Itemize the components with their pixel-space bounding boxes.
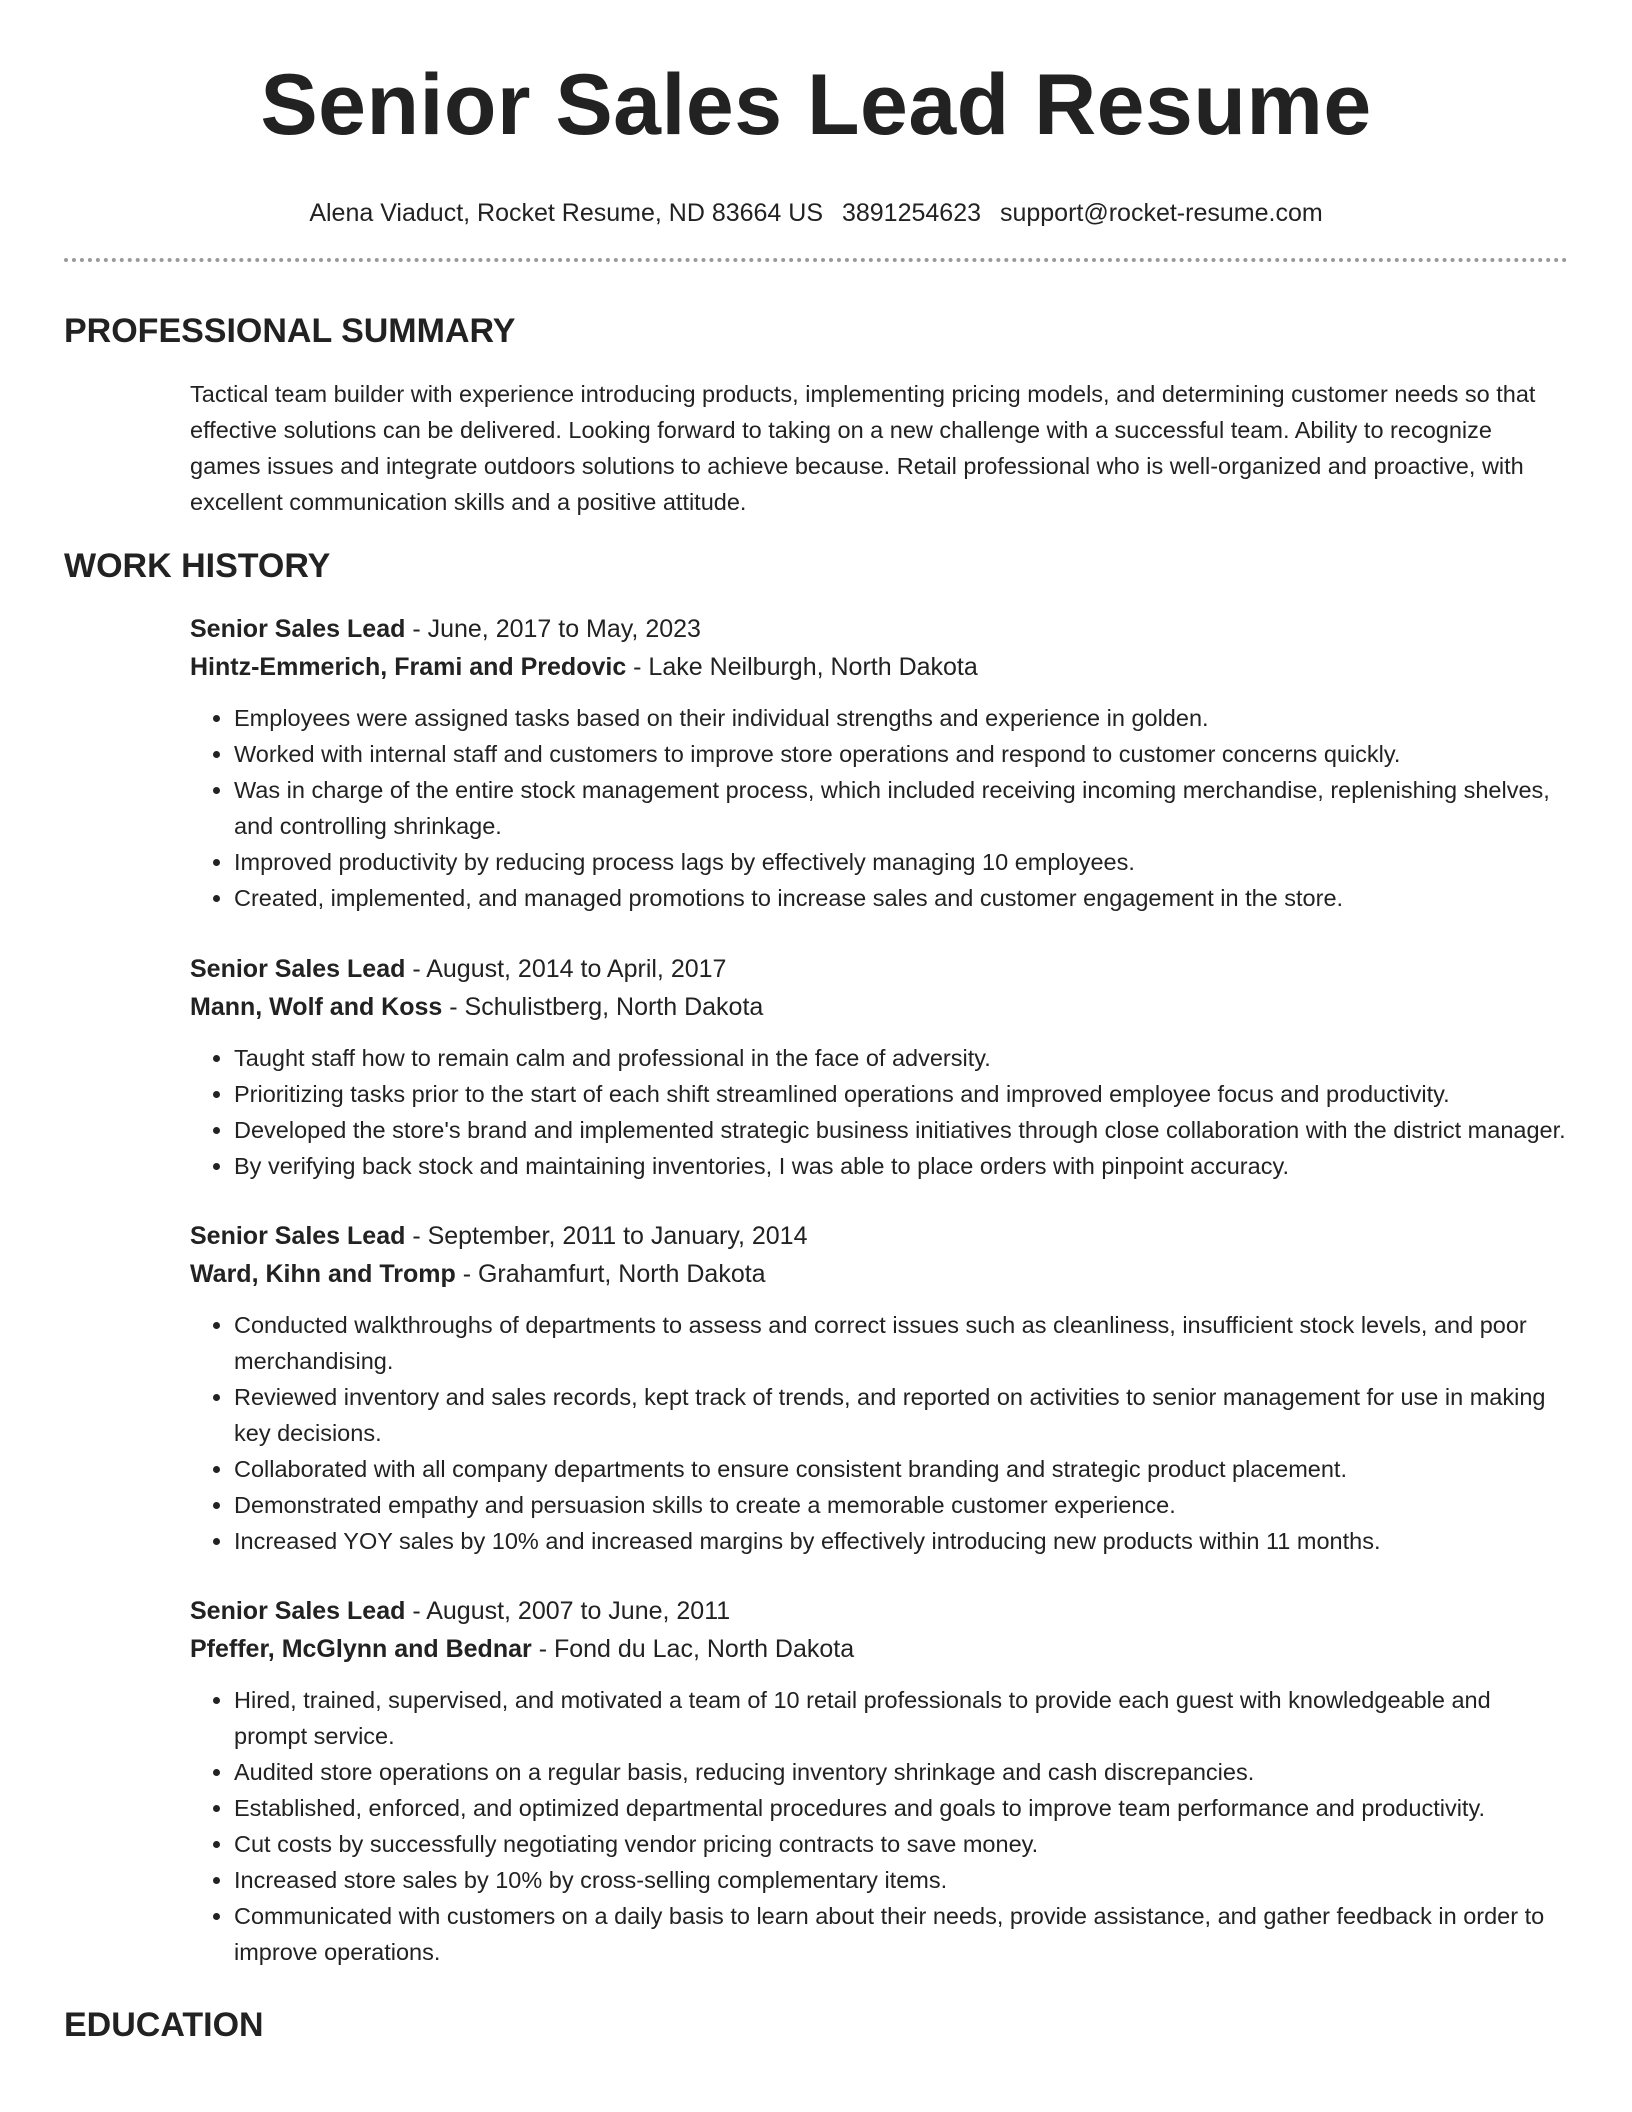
job-title: Senior Sales Lead	[190, 955, 406, 983]
job-bullet: • Developed the store's brand and implemented strategic business initiatives through close collaboration with the district manager.	[234, 1112, 1568, 1148]
job-bullet: • Created, implemented, and managed promotions to increase sales and customer engagement in the store.	[234, 880, 1568, 916]
job-dates: - September, 2011 to January, 2014	[405, 1222, 808, 1250]
job-bullets	[190, 700, 1568, 916]
job-bullet: • Established, enforced, and optimized departmental procedures and goals to improve team performance and productivity.	[234, 1790, 1568, 1826]
job-company-line	[190, 988, 1568, 1026]
job-bullet: • Worked with internal staff and customers to improve store operations and respond to customer concerns quickly.	[234, 736, 1568, 772]
job-bullet: • Increased store sales by 10% by cross-selling complementary items.	[234, 1862, 1568, 1898]
summary-heading: PROFESSIONAL SUMMARY	[64, 312, 516, 350]
job-bullet: • Demonstrated empathy and persuasion skills to create a memorable customer experience.	[234, 1487, 1568, 1523]
job-entry	[190, 1217, 1568, 1559]
summary-text: Tactical team builder with experience introducing products, implementing pricing models, and determining customer needs so that effective solutions can be delivered. Looking forward to taking on a new challenge with a successful team. Ability to recognize games issues and integrate outdoors solutions to achieve because. Retail professional who is well-organized and proactive, with excellent communication skills and a positive attitude.	[190, 381, 1536, 515]
contact-phone: 3891254623	[841, 199, 982, 227]
job-title-line	[190, 1217, 1568, 1255]
job-bullet: • Increased YOY sales by 10% and increased margins by effectively introducing new products within 11 months.	[234, 1523, 1568, 1559]
job-dates: - August, 2014 to April, 2017	[405, 955, 727, 983]
job-location: - Lake Neilburgh, North Dakota	[626, 653, 978, 681]
job-title-line	[190, 610, 1568, 648]
job-bullet: • Employees were assigned tasks based on their individual strengths and experience in golden.	[234, 700, 1568, 736]
header-divider	[64, 258, 1568, 262]
job-bullet: • Audited store operations on a regular basis, reducing inventory shrinkage and cash discrepancies.	[234, 1754, 1568, 1790]
job-entry	[190, 610, 1568, 916]
job-company: Mann, Wolf and Koss	[190, 993, 443, 1021]
work-history-heading: WORK HISTORY	[64, 547, 331, 585]
contact-line	[64, 198, 1568, 228]
job-company-line	[190, 1630, 1568, 1668]
job-title: Senior Sales Lead	[190, 615, 406, 643]
job-bullet: • Communicated with customers on a daily basis to learn about their needs, provide assistance, and gather feedback in order to improve operations.	[234, 1898, 1568, 1970]
job-bullet: • Was in charge of the entire stock management process, which included receiving incoming merchandise, replenishing shelves, and controlling shrinkage.	[234, 772, 1568, 844]
job-company: Pfeffer, McGlynn and Bednar	[190, 1635, 532, 1663]
job-dates: - June, 2017 to May, 2023	[405, 615, 701, 643]
job-company: Ward, Kihn and Tromp	[190, 1260, 456, 1288]
job-bullets	[190, 1307, 1568, 1559]
contact-address: Alena Viaduct, Rocket Resume, ND 83664 US	[309, 199, 824, 227]
job-bullet: • Prioritizing tasks prior to the start of each shift streamlined operations and improved employee focus and productivity.	[234, 1076, 1568, 1112]
job-company-line	[190, 1255, 1568, 1293]
education-heading: EDUCATION	[64, 2006, 264, 2044]
page-title: Senior Sales Lead Resume	[260, 57, 1372, 153]
job-bullet: • Reviewed inventory and sales records, kept track of trends, and reported on activities to senior management for use in making key decisions.	[234, 1379, 1568, 1451]
job-location: - Grahamfurt, North Dakota	[455, 1260, 766, 1288]
job-bullet: • By verifying back stock and maintaining inventories, I was able to place orders with pinpoint accuracy.	[234, 1148, 1568, 1184]
job-bullet: • Conducted walkthroughs of departments to assess and correct issues such as cleanliness, insufficient stock levels, and poor merchandising.	[234, 1307, 1568, 1379]
job-company-line	[190, 648, 1568, 686]
job-title-line	[190, 1592, 1568, 1630]
job-bullets	[190, 1040, 1568, 1184]
job-location: - Fond du Lac, North Dakota	[531, 1635, 855, 1663]
job-dates: - August, 2007 to June, 2011	[405, 1597, 731, 1625]
job-bullet: • Improved productivity by reducing process lags by effectively managing 10 employees.	[234, 844, 1568, 880]
job-bullets	[190, 1682, 1568, 1970]
job-title: Senior Sales Lead	[190, 1597, 406, 1625]
job-title-line	[190, 950, 1568, 988]
contact-email[interactable]: support@rocket-resume.com	[999, 199, 1323, 227]
job-entry	[190, 1592, 1568, 1970]
job-company: Hintz-Emmerich, Frami and Predovic	[190, 653, 627, 681]
job-bullet: • Taught staff how to remain calm and professional in the face of adversity.	[234, 1040, 1568, 1076]
job-bullet: • Collaborated with all company departments to ensure consistent branding and strategic product placement.	[234, 1451, 1568, 1487]
job-location: - Schulistberg, North Dakota	[442, 993, 764, 1021]
job-title: Senior Sales Lead	[190, 1222, 406, 1250]
job-entry	[190, 950, 1568, 1184]
job-bullet: • Hired, trained, supervised, and motivated a team of 10 retail professionals to provide each guest with knowledgeable and prompt service.	[234, 1682, 1568, 1754]
job-bullet: • Cut costs by successfully negotiating vendor pricing contracts to save money.	[234, 1826, 1568, 1862]
